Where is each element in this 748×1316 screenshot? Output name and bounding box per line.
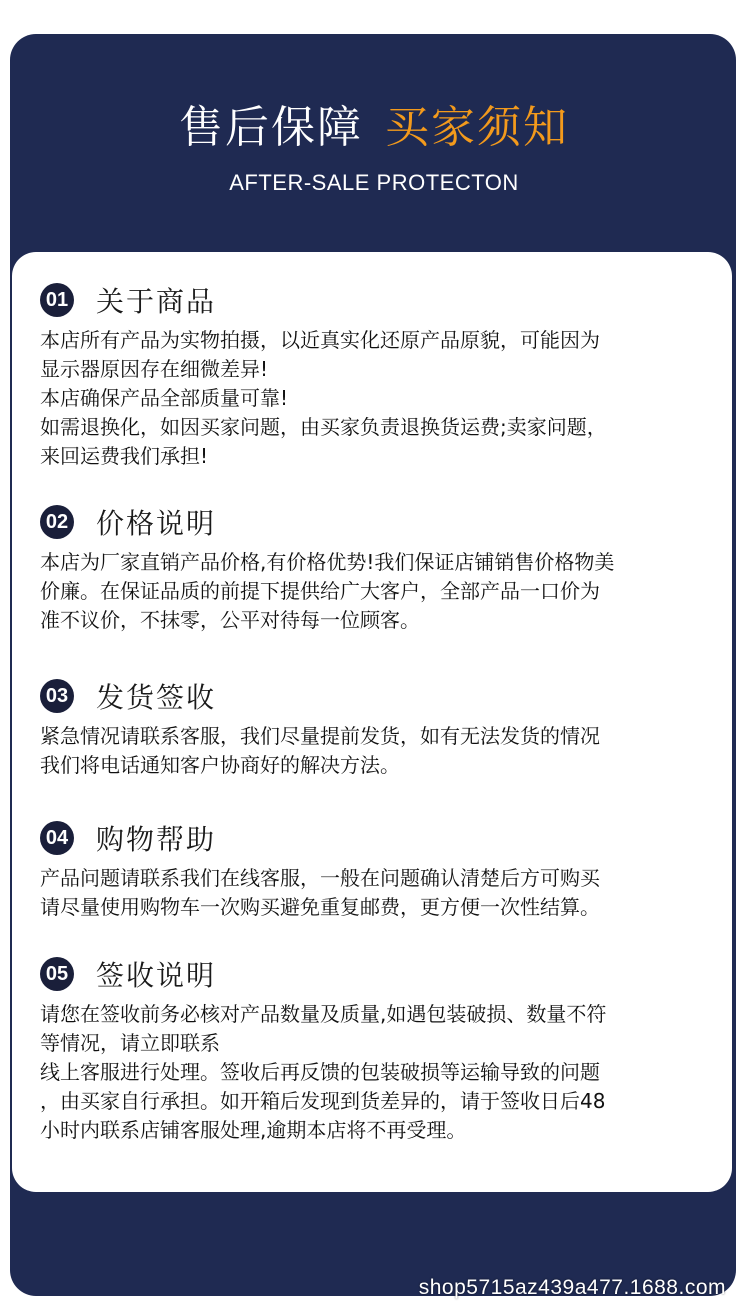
section-title: 关于商品	[96, 285, 217, 318]
section-header	[40, 818, 720, 858]
section-price-info	[40, 502, 720, 635]
section-line: 我们将电话通知客户协商好的解决方法。	[40, 753, 400, 777]
section-shopping-help	[40, 818, 720, 922]
section-line: 本店确保产品全部质量可靠!	[40, 386, 289, 410]
section-line: 显示器原因存在细微差异!	[40, 357, 269, 381]
section-header	[40, 954, 720, 994]
section-line: 紧急情况请联系客服，我们尽量提前发货，如有无法发货的情况	[40, 724, 600, 748]
section-body	[40, 326, 720, 471]
section-body	[40, 1000, 720, 1145]
section-line: 请尽量使用购物车一次购买避免重复邮费，更方便一次性结算。	[40, 895, 600, 919]
section-title: 购物帮助	[96, 823, 217, 856]
section-body	[40, 548, 720, 635]
section-line: 价廉。在保证品质的前提下提供给广大客户，全部产品一口价为	[40, 579, 600, 603]
section-body	[40, 722, 720, 780]
section-number-badge: 03	[40, 679, 74, 713]
section-line: 本店所有产品为实物拍摄，以近真实化还原产品原貌，可能因为	[40, 328, 600, 352]
title-main: 售后保障	[179, 102, 363, 153]
section-number-badge: 04	[40, 821, 74, 855]
section-number-badge: 05	[40, 957, 74, 991]
section-about-products	[40, 280, 720, 471]
section-line: 小时内联系店铺客服处理,逾期本店将不再受理。	[40, 1118, 467, 1142]
section-number-badge: 02	[40, 505, 74, 539]
section-title: 签收说明	[96, 959, 217, 992]
section-header	[40, 280, 720, 320]
section-title: 价格说明	[96, 507, 217, 540]
section-shipping-receipt	[40, 676, 720, 780]
section-number-badge: 01	[40, 283, 74, 317]
section-line: 如需退换化，如因买家问题，由买家负责退换货运费;卖家问题，	[40, 415, 607, 439]
section-line: 本店为厂家直销产品价格,有价格优势!我们保证店铺销售价格物美	[40, 550, 615, 574]
shop-url-watermark: shop5715az439a477.1688.com	[418, 1276, 726, 1299]
section-line: 产品问题请联系我们在线客服，一般在问题确认清楚后方可购买	[40, 866, 600, 890]
section-line: 线上客服进行处理。签收后再反馈的包装破损等运输导致的问题	[40, 1060, 600, 1084]
section-line: ，由买家自行承担。如开箱后发现到货差异的，请于签收日后48	[40, 1089, 606, 1113]
section-header	[40, 676, 720, 716]
page-title	[0, 100, 748, 156]
section-line: 等情况，请立即联系	[40, 1031, 220, 1055]
title-accent: 买家须知	[385, 102, 569, 153]
section-header	[40, 502, 720, 542]
section-title: 发货签收	[96, 681, 217, 714]
section-receipt-notes	[40, 954, 720, 1145]
section-line: 请您在签收前务必核对产品数量及质量,如遇包装破损、数量不符	[40, 1002, 607, 1026]
section-body	[40, 864, 720, 922]
section-line: 来回运费我们承担!	[40, 444, 209, 468]
page-subtitle: AFTER-SALE PROTECTON	[229, 170, 519, 195]
section-line: 准不议价，不抹零，公平对待每一位顾客。	[40, 608, 420, 632]
